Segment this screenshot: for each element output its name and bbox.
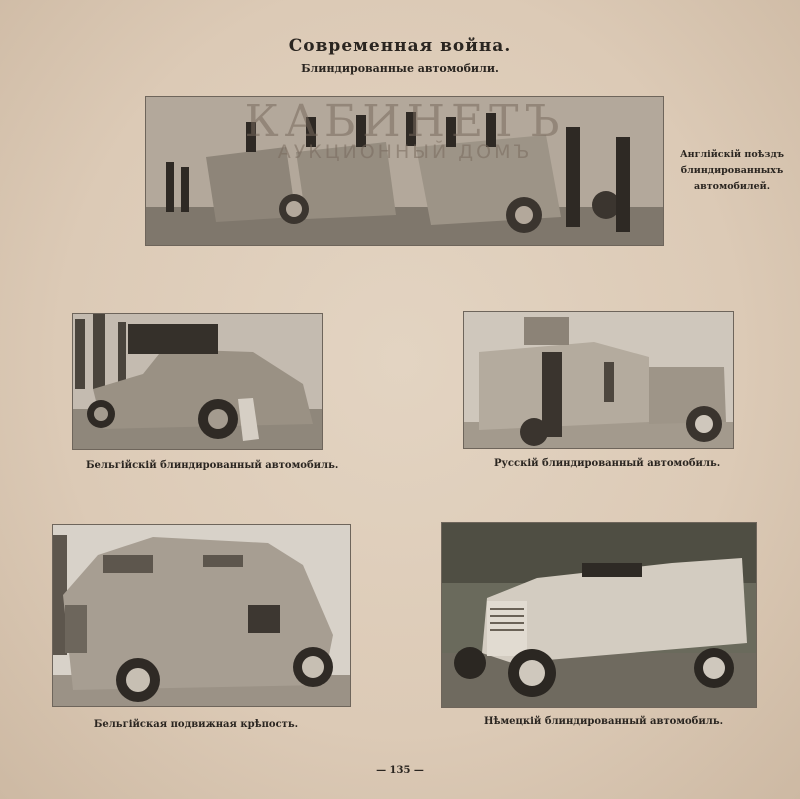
photo-belgian-armored-car xyxy=(72,313,323,450)
caption-line: блиндированныхъ xyxy=(680,165,784,176)
photo-russian-armored-car xyxy=(463,311,734,449)
caption-english-armored-train xyxy=(672,147,792,195)
photo-belgian-mobile-fortress xyxy=(52,524,351,707)
watermark-line2: АУКЦИОННЫЙ ДОМЪ xyxy=(277,141,533,163)
caption-russian-armored-car: Русскій блиндированный автомобиль. xyxy=(494,458,721,469)
page-subtitle: Блиндированные автомобили. xyxy=(301,62,499,75)
caption-line: автомобилей. xyxy=(693,181,771,192)
caption-belgian-armored-car: Бельгійскій блиндированный автомобиль. xyxy=(86,460,339,471)
caption-line: Англійскій поѣздъ xyxy=(679,149,785,160)
photo-german-armored-car xyxy=(441,522,757,708)
page-title: Современная война. xyxy=(288,36,512,56)
photo-english-armored-train xyxy=(145,96,664,246)
caption-belgian-mobile-fortress: Бельгійская подвижная крѣпость. xyxy=(93,719,299,730)
watermark-line1: КАБИНЕТЪ xyxy=(244,96,566,147)
page-number: — 135 — xyxy=(376,765,424,776)
caption-german-armored-car: Нѣмецкій блиндированный автомобиль. xyxy=(484,716,724,727)
